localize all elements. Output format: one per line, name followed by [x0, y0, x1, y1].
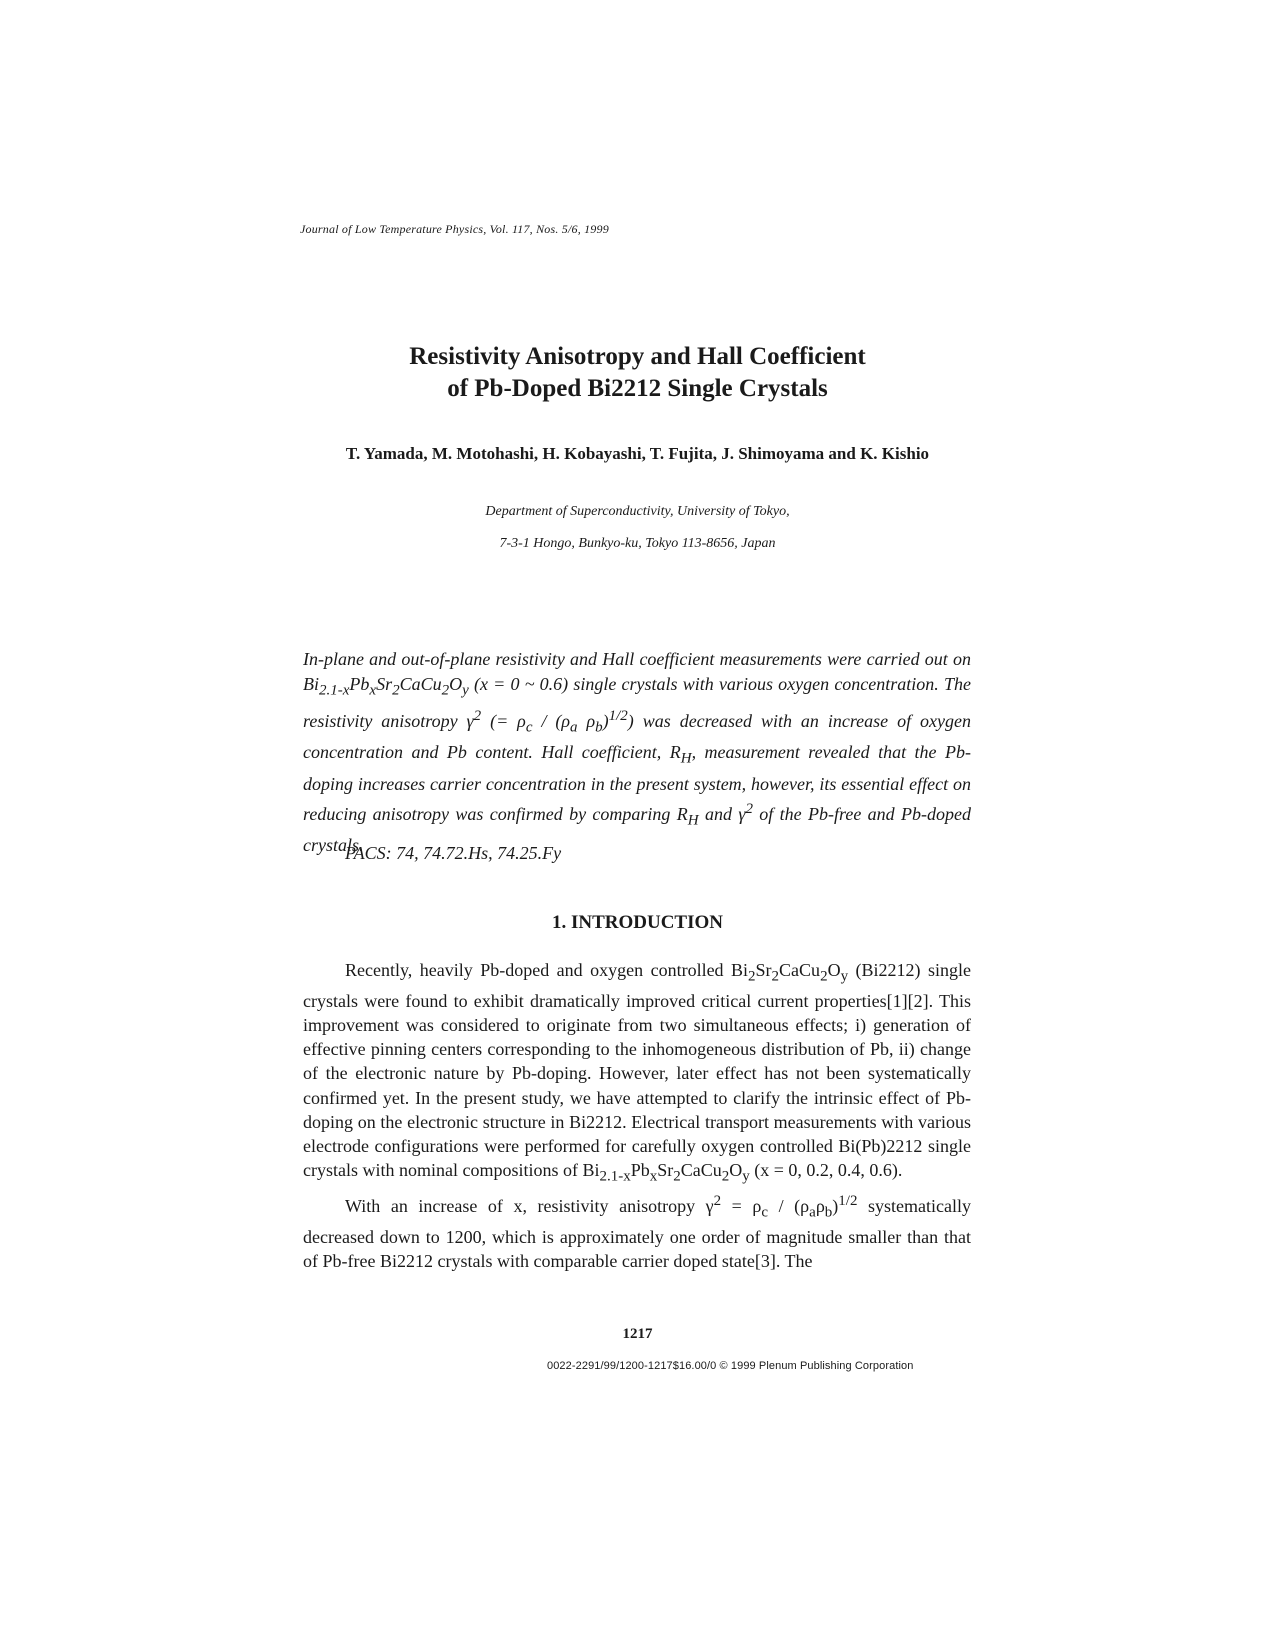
author-list: T. Yamada, M. Motohashi, H. Kobayashi, T. Fujita, J. Shimoyama and K. Kishio	[345, 444, 930, 463]
pacs-codes: PACS: 74, 74.72.Hs, 74.25.Fy	[345, 843, 562, 863]
journal-header: Journal of Low Temperature Physics, Vol. 117, Nos. 5/6, 1999	[300, 222, 609, 236]
abstract-paragraph: In-plane and out-of-plane resistivity and Hall coefficient measurements were carried out on $Bi_{2.1-x}Pb_xSr_2CaCu_2O_y$ (x = 0 ~ 0.6) single crystals with various oxygen concentration. The resistivity anisotropy $\gamma^2$ (= $\rho_c / (\rho_a$ $\rho_b)^{1/2}$) was decreased with an increase of oxygen concentration and Pb content. Hall coefficient, $R_H$, measurement revealed that the Pb-doping increases carrier concentration in the present system, however, its essential effect on reducing anisotropy was confirmed by comparing $R_H$ and $\gamma^2$ of the Pb-free and Pb-doped crystals.	[303, 649, 972, 856]
title-line-1: Resistivity Anisotropy and Hall Coefficient	[409, 343, 866, 370]
affiliation	[0, 496, 1275, 560]
section-heading-introduction: 1. INTRODUCTION	[551, 912, 724, 933]
affiliation-line-2: 7-3-1 Hongo, Bunkyo-ku, Tokyo 113-8656, Japan	[499, 536, 776, 551]
paper-title	[0, 341, 1275, 405]
title-line-2: of Pb-Doped Bi2212 Single Crystals	[447, 375, 828, 402]
intro-paragraph-1: Recently, heavily Pb-doped and oxygen controlled $Bi_2Sr_2CaCu_2O_y$ (Bi2212) single crystals were found to exhibit dramatically improved critical current properties[1][2]. This improvement was considered to originate from two simultaneous effects; i) generation of effective pinning centers corresponding to the inhomogeneous distribution of Pb, ii) change of the electronic nature by Pb-doping. However, later effect has not been systematically confirmed yet. In the present study, we have attempted to clarify the intrinsic effect of Pb-doping on the electronic structure in Bi2212. Electrical transport measurements with various electrode configurations were performed for carefully oxygen controlled Bi(Pb)2212 single crystals with nominal compositions of $Bi_{2.1-x}Pb_xSr_2CaCu_2O_y$ (x = 0, 0.2, 0.4, 0.6).	[303, 960, 971, 1185]
intro-paragraph-2: With an increase of x, resistivity anisotropy $\gamma^2 = \rho_c / (\rho_a\rho_b)^{1/2}$ systematically decreased down to 1200, which is approximately one order of magnitude smaller than that of Pb-free Bi2212 crystals with comparable carrier doped state[3]. The	[303, 1193, 972, 1272]
copyright-line: 0022-2291/99/1200-1217$16.00/0 © 1999 Plenum Publishing Corporation	[547, 1360, 914, 1372]
page-number: 1217	[622, 1326, 653, 1342]
abstract	[303, 647, 971, 858]
introduction-body	[303, 958, 971, 1273]
affiliation-line-1: Department of Superconductivity, University of Tokyo,	[485, 504, 790, 519]
